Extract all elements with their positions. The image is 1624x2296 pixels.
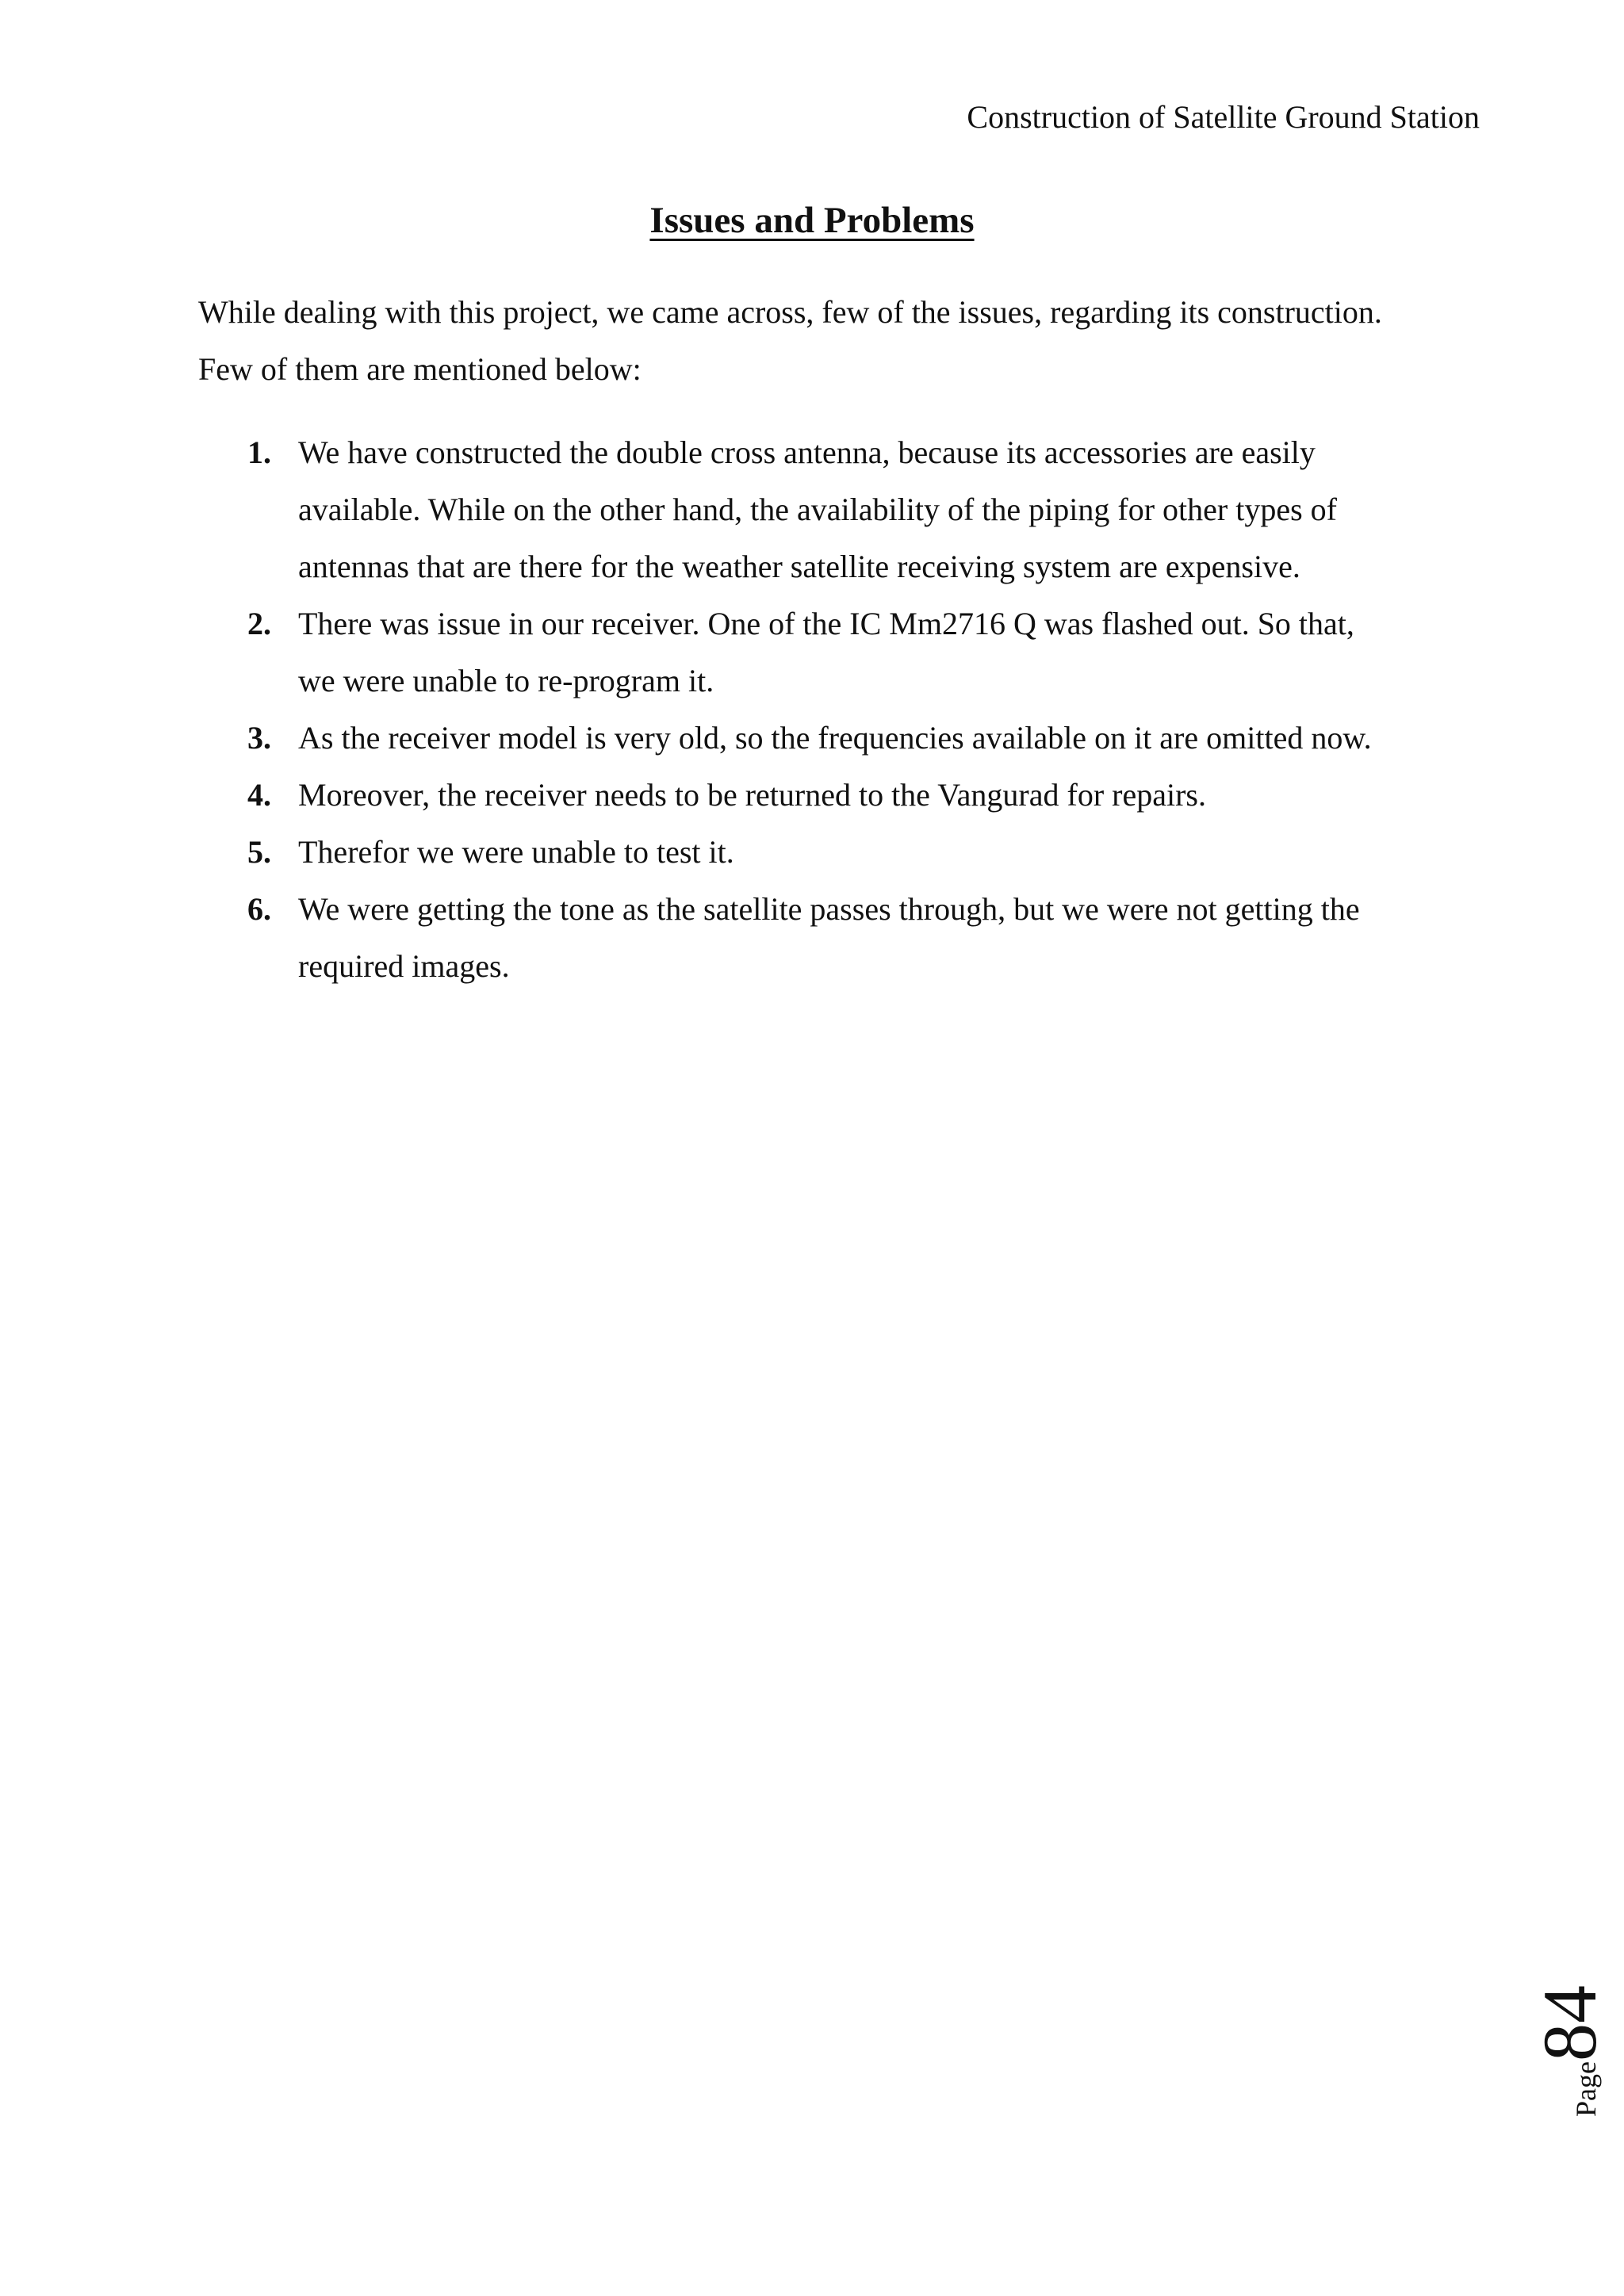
page-label: Page bbox=[1570, 2061, 1602, 2117]
issue-number: 3. bbox=[247, 720, 271, 756]
issue-item-5 bbox=[198, 824, 1467, 881]
intro-paragraph bbox=[198, 284, 1467, 398]
page-marker bbox=[1515, 1982, 1624, 2117]
section-title: Issues and Problems bbox=[649, 200, 975, 241]
intro-line: While dealing with this project, we came across, few of the issues, regarding its construction. bbox=[198, 294, 1382, 330]
issue-line: We were getting the tone as the satellite passes through, but we were not getting the bbox=[298, 891, 1360, 927]
issue-line: Therefor we were unable to test it. bbox=[298, 834, 734, 870]
issue-line: We have constructed the double cross antenna, because its accessories are easily bbox=[298, 434, 1316, 470]
issue-item-3 bbox=[198, 710, 1467, 767]
issue-number: 5. bbox=[247, 834, 271, 870]
issue-line: antennas that are there for the weather satellite receiving system are expensive. bbox=[298, 549, 1300, 584]
issue-line: we were unable to re-program it. bbox=[298, 663, 714, 698]
issue-number: 1. bbox=[247, 434, 271, 470]
issue-line: available. While on the other hand, the availability of the piping for other types of bbox=[298, 492, 1337, 527]
running-header: Construction of Satellite Ground Station bbox=[967, 99, 1480, 135]
issue-item-1 bbox=[198, 424, 1467, 595]
issue-line: required images. bbox=[298, 948, 510, 984]
issue-number: 2. bbox=[247, 606, 271, 641]
issue-line: Moreover, the receiver needs to be returned to the Vangurad for repairs. bbox=[298, 777, 1206, 813]
issue-list bbox=[198, 424, 1467, 995]
issue-line: There was issue in our receiver. One of the IC Mm2716 Q was flashed out. So that, bbox=[298, 606, 1354, 641]
page-marker-rotated bbox=[1515, 1982, 1624, 2117]
issue-item-6 bbox=[198, 881, 1467, 995]
issue-number: 6. bbox=[247, 891, 271, 927]
issue-number: 4. bbox=[247, 777, 271, 813]
intro-line: Few of them are mentioned below: bbox=[198, 351, 642, 387]
issue-item-4 bbox=[198, 767, 1467, 824]
page-number: 84 bbox=[1527, 1985, 1612, 2062]
issue-line: As the receiver model is very old, so the frequencies available on it are omitted now. bbox=[298, 720, 1372, 756]
issue-item-2 bbox=[198, 595, 1467, 710]
